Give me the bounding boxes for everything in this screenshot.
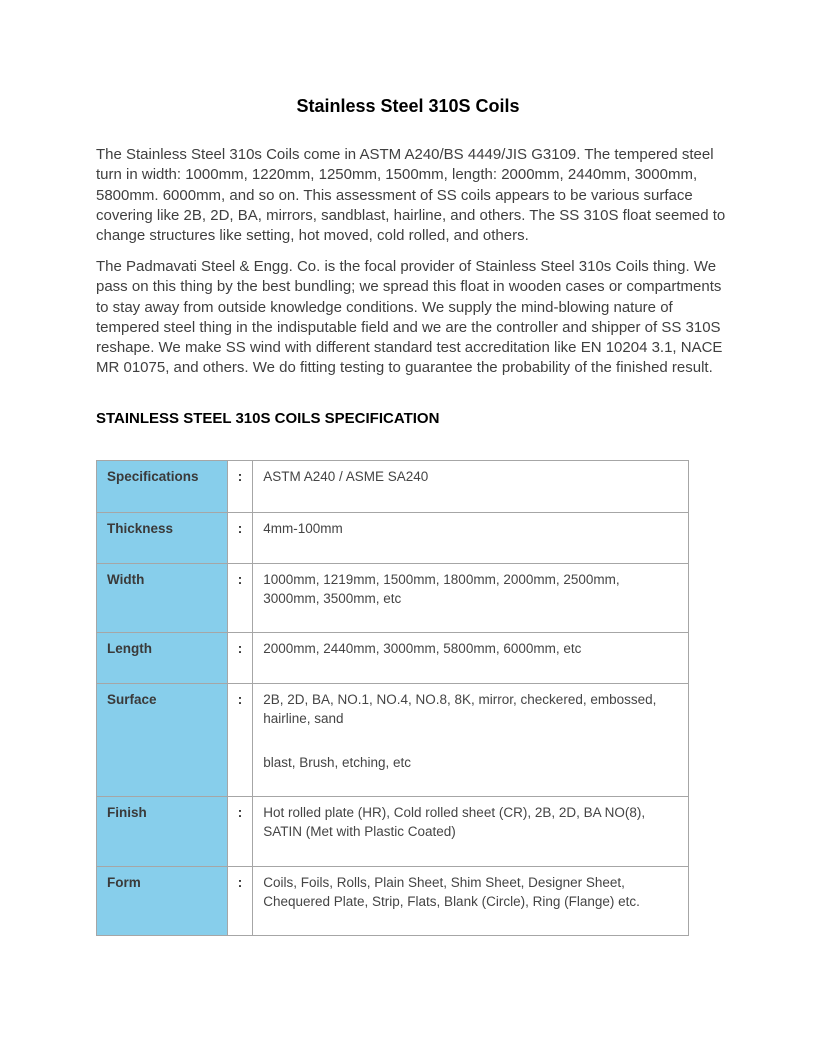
spec-value: ASTM A240 / ASME SA240 [253, 461, 689, 513]
spec-label: Length [97, 633, 228, 684]
spec-value-continuation: blast, Brush, etching, etc [263, 755, 412, 770]
colon-separator: : [227, 684, 253, 797]
spec-value: Hot rolled plate (HR), Cold rolled sheet (CR), 2B, 2D, BA NO(8), SATIN (Met with Plastic Coated) [253, 797, 689, 867]
supplier-paragraph: The Padmavati Steel & Engg. Co. is the focal provider of Stainless Steel 310s Coils thing. We pass on this thing by the best bundling; we spread this float in wooden cases or compartments to stay away from outside knowledge conditions. We supply the mind-blowing nature of tempered steel thing in the indisputable field and we are the controller and shipper of SS 310S reshape. We make SS wind with different standard test accreditation like EN 10204 3.1, NACE MR 01075, and others. We do fitting testing to guarantee the probability of the finished result. [96, 258, 723, 377]
table-row [97, 564, 689, 633]
spec-label: Surface [97, 684, 228, 797]
page-title: Stainless Steel 310S Coils [296, 96, 520, 116]
spec-label: Form [97, 867, 228, 936]
spec-value: 2B, 2D, BA, NO.1, NO.4, NO.8, 8K, mirror, checkered, embossed, hairline, sand [263, 692, 657, 726]
spec-label: Thickness [97, 513, 228, 564]
section-heading: STAINLESS STEEL 310S COILS SPECIFICATION [96, 410, 440, 427]
table-row [97, 513, 689, 564]
spec-value: 4mm-100mm [253, 513, 689, 564]
colon-separator: : [227, 461, 253, 513]
table-row [97, 461, 689, 513]
table-row [97, 867, 689, 936]
intro-paragraph: The Stainless Steel 310s Coils come in ASTM A240/BS 4449/JIS G3109. The tempered steel turn in width: 1000mm, 1220mm, 1250mm, 1500mm, length: 2000mm, 2440mm, 3000mm, 5800mm. 6000mm, and so on. This assessment of SS coils appears to be various surface covering like 2B, 2D, BA, mirrors, sandblast, hairline, and others. The SS 310S float seemed to change structures like setting, hot moved, cold rolled, and others. [96, 146, 726, 245]
table-row [97, 633, 689, 684]
spec-label: Specifications [97, 461, 228, 513]
colon-separator: : [227, 797, 253, 867]
colon-separator: : [227, 633, 253, 684]
spec-label: Finish [97, 797, 228, 867]
table-row [97, 684, 689, 797]
spec-label: Width [97, 564, 228, 633]
spec-value: Coils, Foils, Rolls, Plain Sheet, Shim Sheet, Designer Sheet, Chequered Plate, Strip, Flats, Blank (Circle), Ring (Flange) etc. [253, 867, 689, 936]
colon-separator: : [227, 867, 253, 936]
colon-separator: : [227, 513, 253, 564]
specification-table [96, 460, 689, 936]
colon-separator: : [227, 564, 253, 633]
spec-value-cell [253, 684, 689, 797]
table-row [97, 797, 689, 867]
spec-value: 2000mm, 2440mm, 3000mm, 5800mm, 6000mm, etc [253, 633, 689, 684]
spec-value: 1000mm, 1219mm, 1500mm, 1800mm, 2000mm, 2500mm, 3000mm, 3500mm, etc [253, 564, 689, 633]
